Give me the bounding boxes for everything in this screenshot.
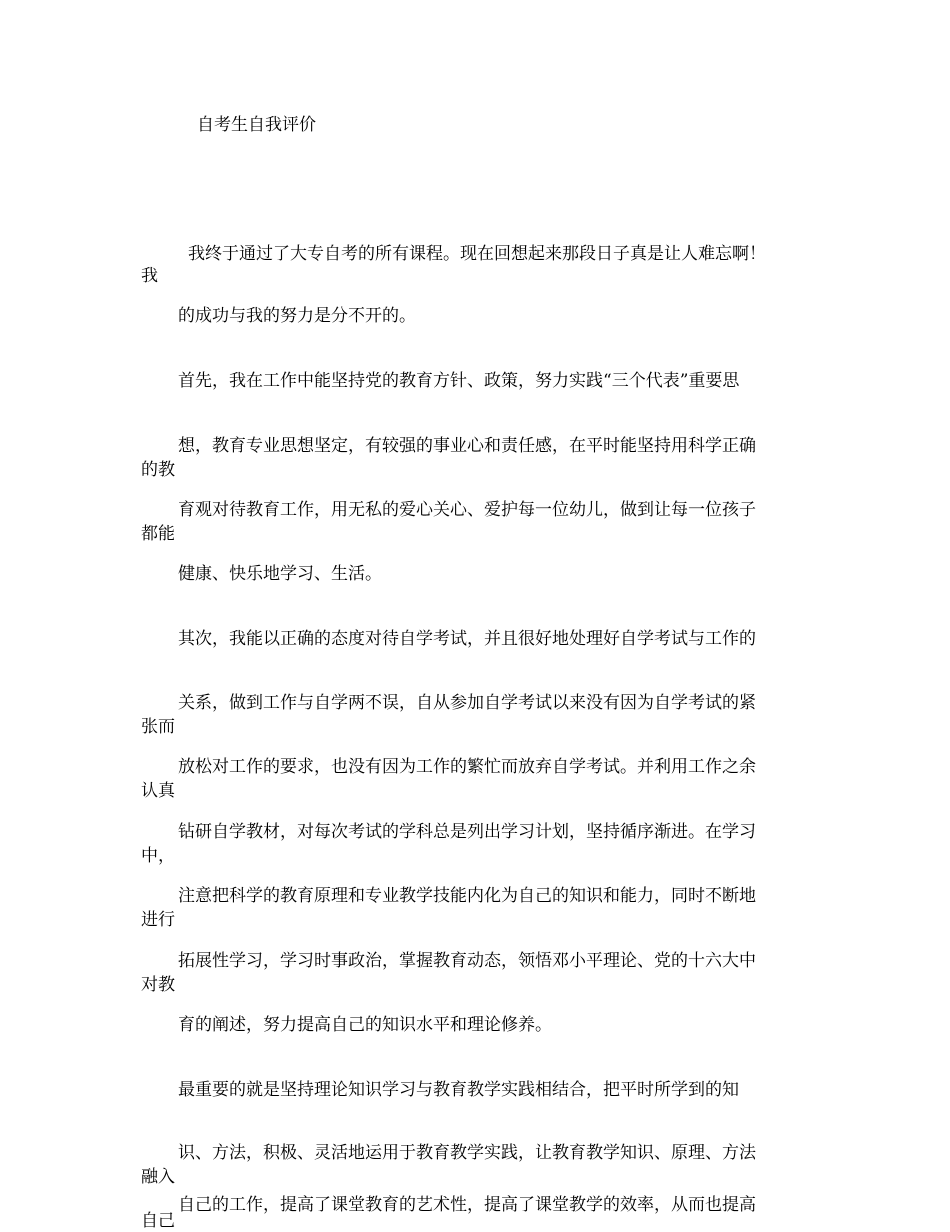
paragraph-line: 的成功与我的努力是分不开的。 bbox=[178, 306, 416, 326]
paragraph-line-wrap: 融入 bbox=[141, 1167, 175, 1187]
paragraph-line: 育的阐述，努力提高自己的知识水平和理论修养。 bbox=[178, 1015, 552, 1035]
paragraph-line: 自己的工作，提高了课堂教育的艺术性，提高了课堂教学的效率，从而也提高 bbox=[178, 1195, 756, 1215]
paragraph-line: 其次，我能以正确的态度对待自学考试，并且很好地处理好自学考试与工作的 bbox=[178, 629, 756, 649]
paragraph-line-wrap: 中， bbox=[141, 846, 175, 866]
paragraph-line: 育观对待教育工作，用无私的爱心关心、爱护每一位幼儿，做到让每一位孩子 bbox=[178, 500, 756, 520]
paragraph-line: 想，教育专业思想坚定，有较强的事业心和责任感，在平时能坚持用科学正确 bbox=[178, 436, 756, 456]
paragraph-line: 注意把科学的教育原理和专业教学技能内化为自己的知识和能力，同时不断地 bbox=[178, 886, 756, 906]
paragraph-line-wrap: 进行 bbox=[141, 910, 175, 930]
paragraph-line-wrap: 都能 bbox=[141, 524, 175, 544]
paragraph-line: 拓展性学习，学习时事政治，掌握教育动态，领悟邓小平理论、党的十六大中 bbox=[178, 951, 756, 971]
paragraph-line-wrap: 认真 bbox=[141, 781, 175, 801]
paragraph-line-wrap: 的教 bbox=[141, 460, 175, 480]
document-title: 自考生自我评价 bbox=[197, 115, 316, 135]
paragraph-line: 放松对工作的要求，也没有因为工作的繁忙而放弃自学考试。并利用工作之余 bbox=[178, 757, 756, 777]
paragraph-line-wrap: 自己 bbox=[141, 1211, 175, 1231]
paragraph-line: 最重要的就是坚持理论知识学习与教育教学实践相结合，把平时所学到的知 bbox=[178, 1080, 739, 1100]
paragraph-line: 健康、快乐地学习、生活。 bbox=[178, 564, 382, 584]
paragraph-line: 钻研自学教材，对每次考试的学科总是列出学习计划，坚持循序渐进。在学习 bbox=[178, 822, 756, 842]
paragraph-line: 识、方法，积极、灵活地运用于教育教学实践，让教育教学知识、原理、方法 bbox=[178, 1143, 756, 1163]
paragraph-line: 关系，做到工作与自学两不误，自从参加自学考试以来没有因为自学考试的紧 bbox=[178, 693, 756, 713]
paragraph-line: 首先，我在工作中能坚持党的教育方针、政策，努力实践“三个代表”重要思 bbox=[178, 371, 740, 391]
paragraph-line: 我终于通过了大专自考的所有课程。现在回想起来那段日子真是让人难忘啊！ bbox=[188, 244, 766, 264]
paragraph-line-wrap: 我 bbox=[141, 266, 158, 286]
paragraph-line-wrap: 张而 bbox=[141, 717, 175, 737]
paragraph-line-wrap: 对教 bbox=[141, 975, 175, 995]
